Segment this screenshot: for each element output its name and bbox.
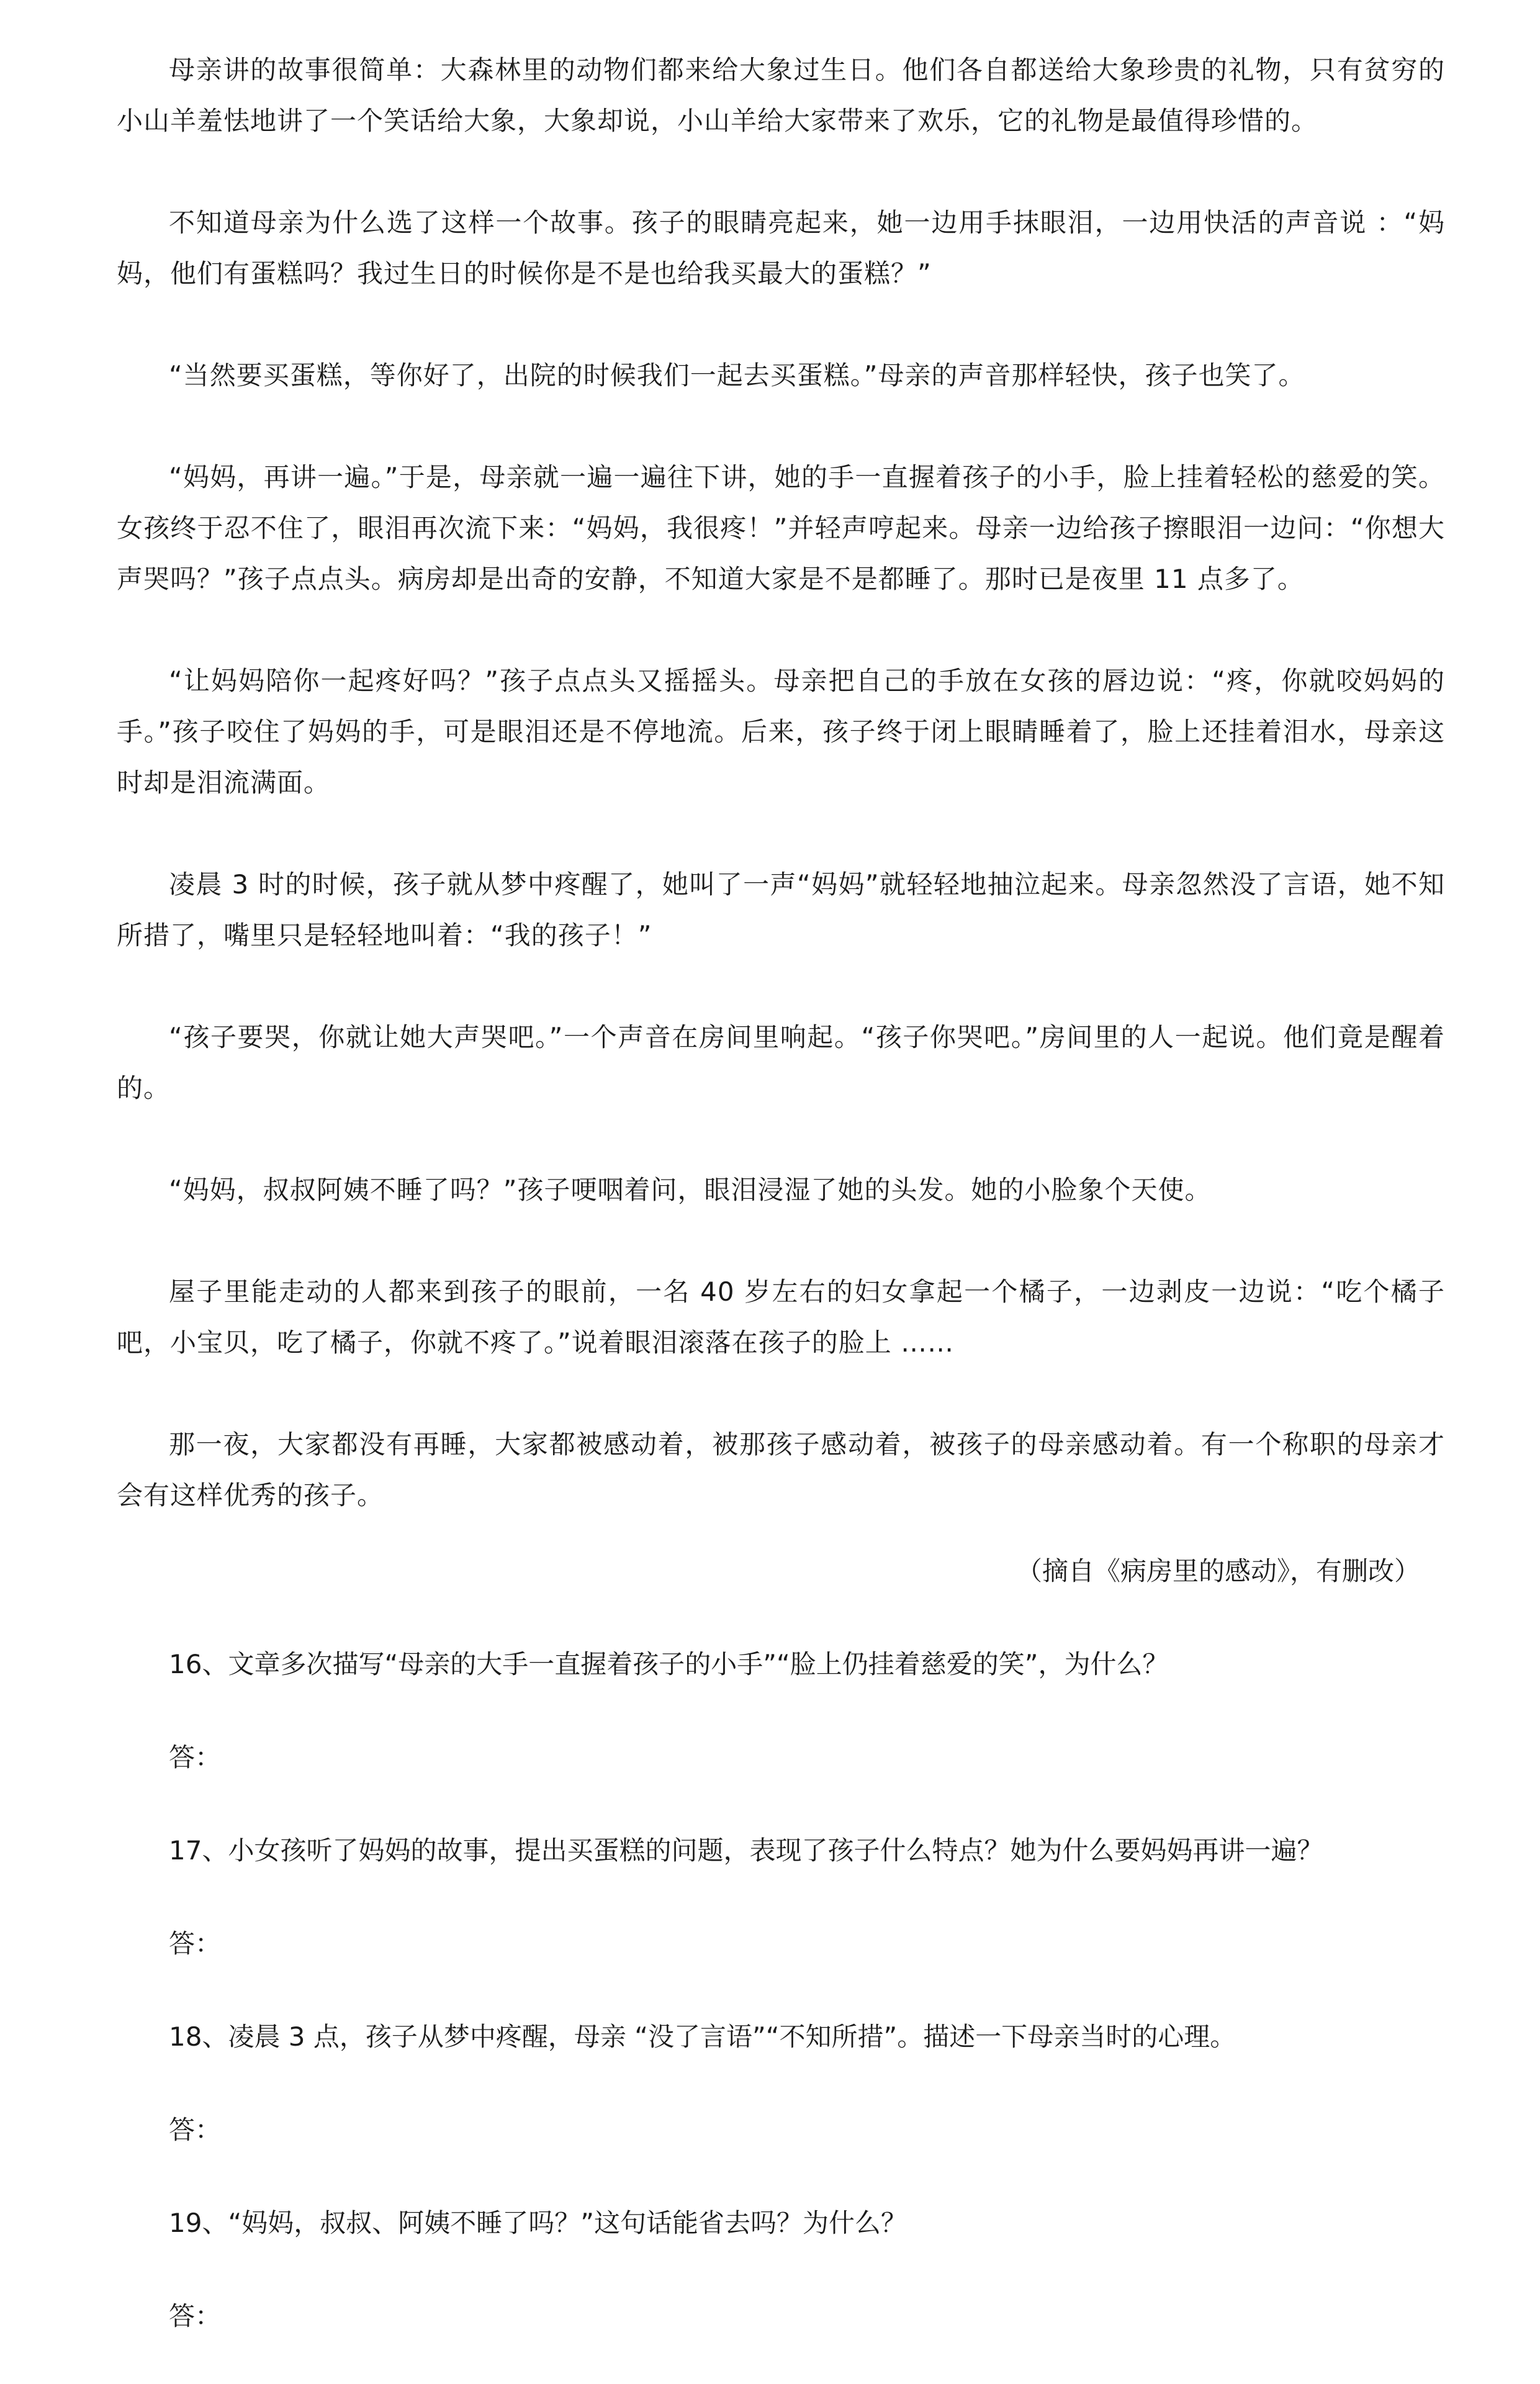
answer-17-label: 答：	[169, 1928, 222, 1959]
document-content	[117, 45, 1445, 2384]
answer-19-label: 答：	[169, 2301, 222, 2331]
question-16: 16、文章多次描写“母亲的大手一直握着孩子的小手”“脸上仍挂着慈爱的笑”，为什么？	[169, 1649, 1169, 1679]
source-citation: （摘自《病房里的感动》，有删改）	[1015, 1556, 1420, 1586]
question-18: 18、凌晨 3 点，孩子从梦中疼醒，母亲 “没了言语”“不知所措”。描述一下母亲当时的心理。	[169, 2021, 1236, 2052]
story-paragraph-1: 母亲讲的故事很简单：大森林里的动物们都来给大象过生日。他们各自都送给大象珍贵的礼物，只有贫穷的小山羊羞怯地讲了一个笑话给大象，大象却说，小山羊给大家带来了欢乐，它的礼物是最值得珍惜的。	[117, 55, 1445, 136]
story-paragraph-10: 那一夜，大家都没有再睡，大家都被感动着，被那孩子感动着，被孩子的母亲感动着。有一个称职的母亲才会有这样优秀的孩子。	[117, 1429, 1445, 1510]
story-paragraph-5: “让妈妈陪你一起疼好吗？”孩子点点头又摇摇头。母亲把自己的手放在女孩的唇边说：“疼，你就咬妈妈的手。”孩子咬住了妈妈的手，可是眼泪还是不停地流。后来，孩子终于闭上眼睛睡着了，脸上还挂着泪水，母亲这时却是泪流满面。	[117, 666, 1445, 798]
question-19: 19、“妈妈，叔叔、阿姨不睡了吗？”这句话能省去吗？为什么？	[169, 2208, 907, 2238]
story-paragraph-9: 屋子里能走动的人都来到孩子的眼前，一名 40 岁左右的妇女拿起一个橘子，一边剥皮一边说：“吃个橘子吧，小宝贝，吃了橘子，你就不疼了。”说着眼泪滚落在孩子的脸上 ……	[117, 1276, 1445, 1358]
story-paragraph-8: “妈妈，叔叔阿姨不睡了吗？”孩子哽咽着问，眼泪浸湿了她的头发。她的小脸象个天使。	[169, 1175, 1212, 1205]
answer-16-label: 答：	[169, 1742, 222, 1772]
answer-18-label: 答：	[169, 2115, 222, 2145]
story-paragraph-4: “妈妈，再讲一遍。”于是，母亲就一遍一遍往下讲，她的手一直握着孩子的小手，脸上挂着轻松的慈爱的笑。女孩终于忍不住了，眼泪再次流下来：“妈妈，我很疼！”并轻声哼起来。母亲一边给孩子擦眼泪一边问：“你想大声哭吗？”孩子点点头。病房却是出奇的安静，不知道大家是不是都睡了。那时已是夜里 11 点多了。	[117, 462, 1445, 594]
story-paragraph-6: 凌晨 3 时的时候，孩子就从梦中疼醒了，她叫了一声“妈妈”就轻轻地抽泣起来。母亲忽然没了言语，她不知所措了，嘴里只是轻轻地叫着：“我的孩子！”	[117, 869, 1445, 950]
story-paragraph-2: 不知道母亲为什么选了这样一个故事。孩子的眼睛亮起来，她一边用手抹眼泪，一边用快活的声音说 ：“妈妈，他们有蛋糕吗？我过生日的时候你是不是也给我买最大的蛋糕？”	[117, 207, 1445, 289]
story-paragraph-7: “孩子要哭，你就让她大声哭吧。”一个声音在房间里响起。“孩子你哭吧。”房间里的人一起说。他们竟是醒着的。	[117, 1022, 1445, 1103]
question-17: 17、小女孩听了妈妈的故事，提出买蛋糕的问题，表现了孩子什么特点？她为什么要妈妈再讲一遍？	[169, 1835, 1323, 1866]
story-paragraph-3: “当然要买蛋糕，等你好了，出院的时候我们一起去买蛋糕。”母亲的声音那样轻快，孩子也笑了。	[169, 360, 1305, 391]
